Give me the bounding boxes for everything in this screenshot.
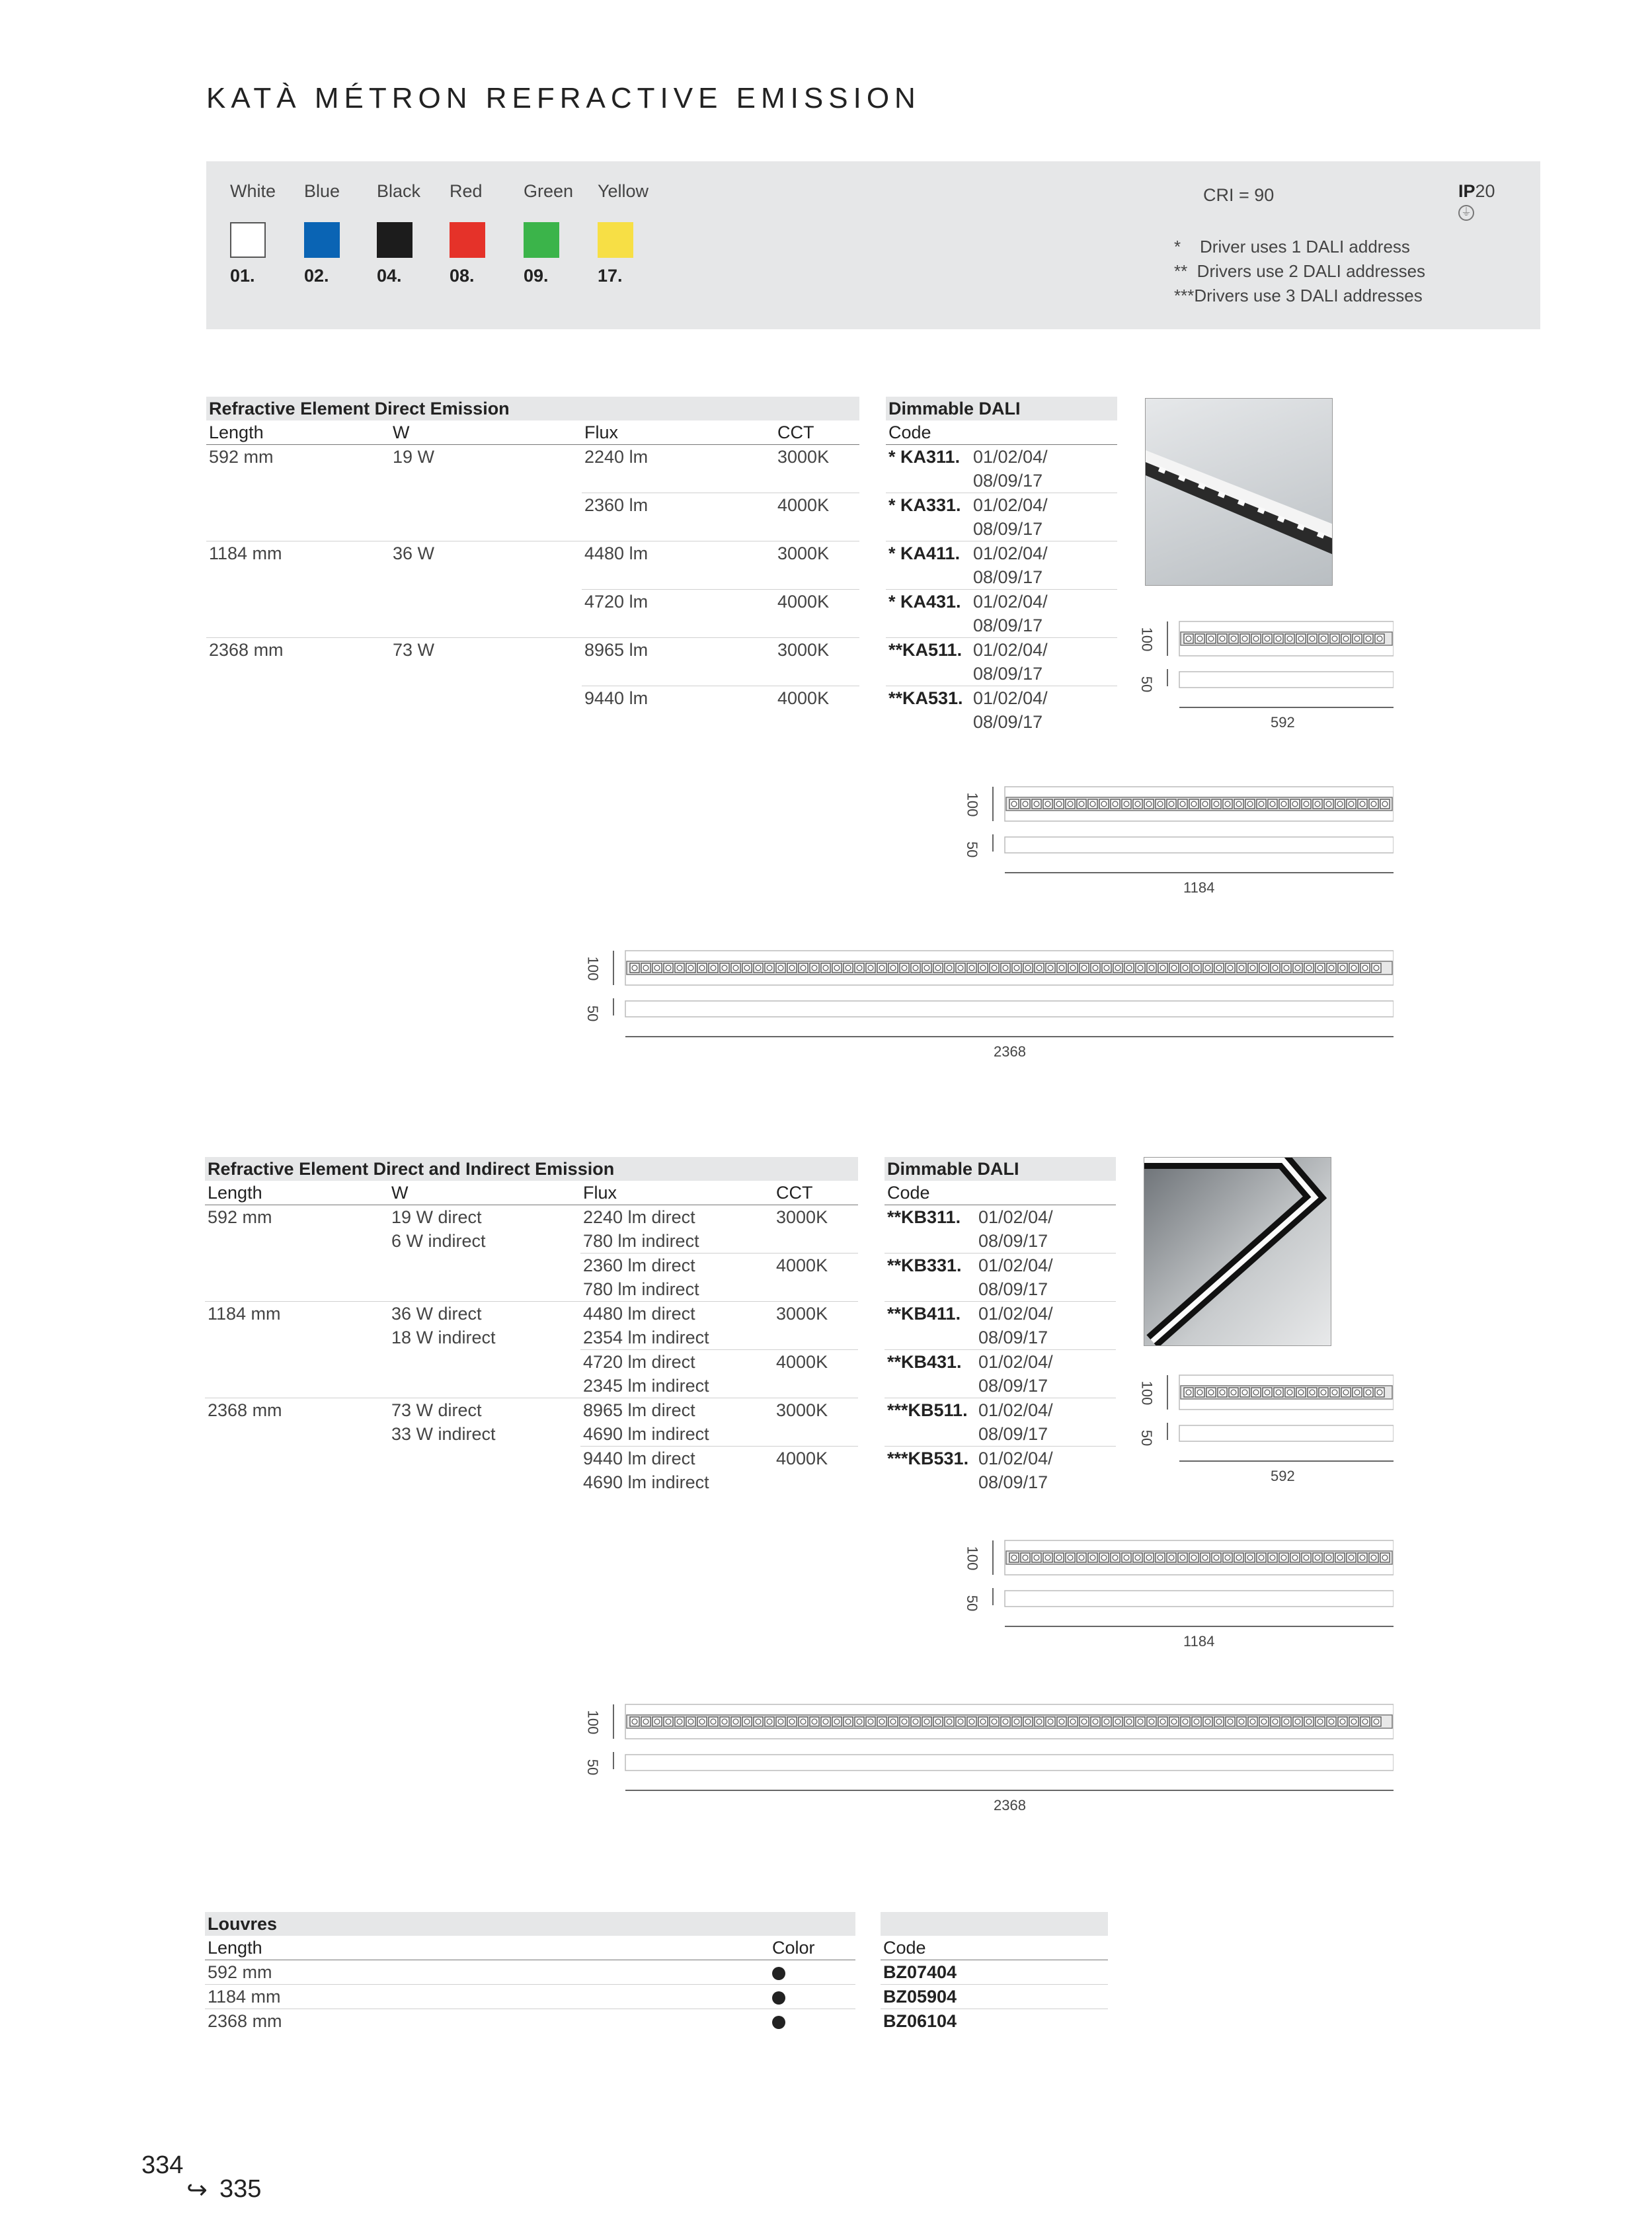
code-suffix-2: 08/09/17 — [973, 471, 1043, 491]
dimension-depth: 50 — [1138, 1429, 1156, 1447]
cell-length: 592 mm — [208, 1207, 272, 1227]
ip-rating — [1458, 181, 1495, 202]
code-suffix-1: 01/02/04/ — [978, 1352, 1053, 1372]
ip-label: IP — [1458, 181, 1475, 201]
luminaire-drawing — [965, 783, 1394, 895]
color-label: Yellow — [598, 181, 649, 201]
dimension-length: 2368 — [994, 1043, 1026, 1060]
color-dot-icon — [772, 1991, 785, 2005]
code-suffix — [976, 1398, 1116, 1447]
color-code: 04. — [377, 266, 402, 286]
table-row — [206, 686, 859, 735]
product-photo-direct-indirect — [1144, 1157, 1331, 1346]
cell-flux-indirect: 780 lm indirect — [583, 1231, 699, 1251]
color-code: 01. — [230, 266, 255, 286]
code-suffix-2: 08/09/17 — [978, 1472, 1048, 1492]
cell-cct: 3000K — [775, 541, 859, 590]
code-value — [885, 1205, 976, 1254]
color-label: Green — [524, 181, 574, 201]
code-row — [885, 1447, 1116, 1495]
table-row — [205, 1398, 858, 1447]
color-dot-icon — [772, 1967, 785, 1980]
cell-w — [390, 590, 582, 638]
luminaire-drawing — [1140, 617, 1394, 730]
code-base: * KA311. — [888, 447, 961, 467]
code-base: **KB331. — [887, 1255, 962, 1275]
color-label: White — [230, 181, 276, 201]
code-suffix-2: 08/09/17 — [973, 712, 1043, 732]
direct-indirect-table — [205, 1157, 858, 1494]
code-value — [886, 541, 970, 590]
ground-symbol-icon: ⏚ — [1458, 205, 1474, 221]
dimension-height: 100 — [964, 792, 981, 817]
cell-flux-direct: 8965 lm direct — [583, 1400, 695, 1420]
table-row — [205, 1350, 858, 1398]
code-suffix-1: 01/02/04/ — [978, 1255, 1053, 1275]
code-suffix — [970, 638, 1117, 686]
table-row — [205, 1960, 855, 1985]
code-base: BZ06104 — [883, 2011, 957, 2031]
cell-w-direct: 19 W direct — [391, 1207, 482, 1227]
code-suffix-2: 08/09/17 — [978, 1279, 1048, 1299]
table-row — [206, 493, 859, 541]
code-row — [885, 1254, 1116, 1302]
cell-length: 2368 mm — [206, 638, 390, 686]
color-swatch — [524, 222, 559, 258]
code-value — [886, 638, 970, 686]
color-code: 17. — [598, 266, 623, 286]
code-row — [886, 493, 1117, 541]
code-base: ***KB531. — [887, 1449, 969, 1468]
cell-w-indirect: 33 W indirect — [391, 1424, 496, 1444]
code-row — [886, 686, 1117, 735]
cell-length: 592 mm — [208, 1962, 272, 1982]
note-2: ** Drivers use 2 DALI addresses — [1174, 261, 1426, 281]
code-base: BZ07404 — [883, 1962, 957, 1982]
code-base: **KA511. — [888, 640, 963, 660]
code-suffix-2: 08/09/17 — [973, 567, 1043, 587]
cell-w: 73 W — [390, 638, 582, 686]
code-suffix-1: 01/02/04/ — [973, 688, 1048, 708]
cell-flux-indirect: 2345 lm indirect — [583, 1376, 709, 1396]
direct-indirect-codes — [885, 1157, 1116, 1494]
code-suffix — [970, 686, 1117, 735]
table-row — [205, 1985, 855, 2009]
cell-cct: 3000K — [776, 1207, 828, 1227]
cell-flux: 9440 lm — [582, 686, 775, 735]
col-length: Length — [205, 1936, 769, 1960]
cell-cct: 4000K — [775, 493, 859, 541]
col-color: Color — [769, 1936, 855, 1960]
section2-heading: Refractive Element Direct and Indirect Emission — [205, 1157, 858, 1181]
code-suffix — [976, 1254, 1116, 1302]
dimension-depth: 50 — [1138, 676, 1156, 693]
cell-flux-direct: 2360 lm direct — [583, 1255, 695, 1275]
code-suffix — [970, 445, 1117, 493]
code-value — [886, 493, 970, 541]
page-title: KATÀ MÉTRON REFRACTIVE EMISSION — [206, 82, 921, 114]
table-row — [205, 1447, 858, 1495]
cell-w — [389, 1447, 580, 1495]
cell-flux-direct: 9440 lm direct — [583, 1449, 695, 1468]
dimension-length: 592 — [1271, 1468, 1295, 1484]
cell-length — [206, 590, 390, 638]
cell-flux-indirect: 4690 lm indirect — [583, 1424, 709, 1444]
cell-cct: 4000K — [773, 1350, 858, 1398]
dimension-length: 1184 — [1183, 879, 1215, 896]
code-row — [886, 638, 1117, 686]
dimension-height: 100 — [964, 1546, 981, 1571]
cell-w: 36 W — [390, 541, 582, 590]
luminaire-drawing — [965, 1536, 1394, 1649]
code-suffix-1: 01/02/04/ — [978, 1400, 1053, 1420]
code-value — [881, 1985, 1108, 2009]
code-row — [886, 541, 1117, 590]
code-base: ***KB511. — [887, 1400, 968, 1420]
col-code: Code — [881, 1936, 1108, 1960]
cri-value: CRI = 90 — [1203, 185, 1275, 205]
col-code: Code — [886, 420, 1117, 445]
cell-w — [389, 1302, 580, 1350]
code-row — [881, 2009, 1108, 2034]
code-suffix — [976, 1302, 1116, 1350]
code-suffix-1: 01/02/04/ — [973, 495, 1048, 515]
cell-cct: 4000K — [775, 686, 859, 735]
cell-flux-indirect: 780 lm indirect — [583, 1279, 699, 1299]
color-code: 09. — [524, 266, 549, 286]
cell-w — [390, 686, 582, 735]
cell-color — [769, 1985, 855, 2009]
code-value — [881, 1960, 1108, 1985]
cell-cct: 3000K — [777, 447, 830, 467]
dimension-depth: 50 — [964, 841, 981, 858]
code-base: * KA431. — [888, 592, 961, 612]
cell-flux — [580, 1302, 773, 1350]
code-suffix-2: 08/09/17 — [973, 664, 1043, 684]
cell-w — [389, 1350, 580, 1398]
luminaire-drawing — [586, 1700, 1394, 1813]
dimension-length: 1184 — [1183, 1633, 1215, 1650]
luminaire-drawing — [1140, 1371, 1394, 1484]
section1-heading: Refractive Element Direct Emission — [206, 397, 859, 420]
cell-length — [205, 1447, 389, 1495]
code-suffix-2: 08/09/17 — [973, 616, 1043, 635]
product-photo-direct — [1145, 398, 1333, 586]
louvres-code-heading — [881, 1912, 1108, 1936]
cell-w — [389, 1254, 580, 1302]
code-value — [885, 1447, 976, 1495]
cell-length: 1184 mm — [205, 1302, 389, 1350]
code-value — [886, 590, 970, 638]
cell-length: 1184 mm — [206, 541, 390, 590]
code-row — [886, 445, 1117, 493]
table-row — [206, 541, 859, 590]
cell-w-direct: 36 W direct — [391, 1304, 482, 1324]
code-suffix — [970, 493, 1117, 541]
note-1: * Driver uses 1 DALI address — [1174, 237, 1410, 257]
code-suffix-1: 01/02/04/ — [978, 1449, 1053, 1468]
dimension-depth: 50 — [584, 1759, 602, 1776]
code-value — [885, 1302, 976, 1350]
col-w: W — [389, 1181, 580, 1205]
code-value — [886, 445, 970, 493]
cell-flux: 4480 lm — [582, 541, 775, 590]
dimension-height: 100 — [584, 1710, 602, 1735]
dimension-depth: 50 — [964, 1595, 981, 1612]
color-swatch — [598, 222, 633, 258]
cell-flux — [580, 1254, 773, 1302]
cell-flux — [580, 1205, 773, 1254]
dimension-length: 592 — [1271, 714, 1295, 731]
cell-color — [769, 1960, 855, 1985]
col-cct: CCT — [775, 420, 859, 445]
code-base: BZ05904 — [883, 1987, 957, 2007]
table-row — [205, 1205, 858, 1254]
col-code: Code — [885, 1181, 1116, 1205]
color-code: 02. — [304, 266, 329, 286]
code-suffix-2: 08/09/17 — [978, 1424, 1048, 1444]
dimension-height: 100 — [1138, 1380, 1156, 1406]
code-suffix-1: 01/02/04/ — [973, 447, 1048, 467]
cell-length: 2368 mm — [205, 1398, 389, 1447]
cell-cct: 4000K — [773, 1447, 858, 1495]
cell-flux: 2240 lm — [584, 447, 649, 467]
code-base: * KA411. — [888, 543, 961, 563]
cell-flux: 2360 lm — [582, 493, 775, 541]
col-cct: CCT — [773, 1181, 858, 1205]
cell-flux — [580, 1447, 773, 1495]
code-suffix-1: 01/02/04/ — [973, 640, 1048, 660]
code-value — [885, 1254, 976, 1302]
cell-flux-indirect: 2354 lm indirect — [583, 1328, 709, 1347]
color-swatch — [230, 222, 266, 258]
luminaire-drawing — [586, 947, 1394, 1059]
cell-length: 592 mm — [209, 447, 274, 467]
cell-length — [205, 1350, 389, 1398]
table-row — [205, 1254, 858, 1302]
cell-flux-direct: 4720 lm direct — [583, 1352, 695, 1372]
code-row — [881, 1960, 1108, 1985]
table-row — [206, 445, 859, 493]
code-value — [886, 686, 970, 735]
cell-flux-direct: 2240 lm direct — [583, 1207, 695, 1227]
code-suffix-2: 08/09/17 — [978, 1328, 1048, 1347]
code-base: **KB431. — [887, 1352, 962, 1372]
color-code: 08. — [450, 266, 475, 286]
cell-flux-direct: 4480 lm direct — [583, 1304, 695, 1324]
louvres-table — [205, 1912, 855, 2033]
cell-flux — [580, 1398, 773, 1447]
table-row — [206, 638, 859, 686]
cell-w-indirect: 6 W indirect — [391, 1231, 486, 1251]
table-row — [205, 1302, 858, 1350]
code-row — [886, 590, 1117, 638]
cell-w — [390, 493, 582, 541]
section1-dali-heading: Dimmable DALI — [886, 397, 1117, 420]
cell-length: 1184 mm — [205, 1985, 769, 2009]
code-base: **KB411. — [887, 1304, 961, 1324]
code-row — [885, 1205, 1116, 1254]
direct-emission-codes — [886, 397, 1117, 734]
code-value — [881, 2009, 1108, 2034]
section2-dali-heading: Dimmable DALI — [885, 1157, 1116, 1181]
code-suffix-1: 01/02/04/ — [973, 543, 1048, 563]
table-row — [206, 590, 859, 638]
code-suffix-2: 08/09/17 — [973, 519, 1043, 539]
code-suffix-2: 08/09/17 — [978, 1376, 1048, 1396]
dimension-height: 100 — [584, 956, 602, 981]
cell-length: 2368 mm — [205, 2009, 769, 2034]
code-row — [881, 1985, 1108, 2009]
next-page-arrow-icon: ↪ — [186, 2176, 208, 2204]
code-suffix — [976, 1350, 1116, 1398]
code-suffix — [976, 1447, 1116, 1495]
cell-cct: 3000K — [773, 1398, 858, 1447]
cell-cct: 4000K — [775, 590, 859, 638]
cell-flux — [580, 1350, 773, 1398]
col-flux: Flux — [582, 420, 775, 445]
page-number-left: 334 — [141, 2151, 184, 2179]
dimension-height: 100 — [1138, 627, 1156, 652]
cell-flux: 4720 lm — [582, 590, 775, 638]
code-value — [885, 1350, 976, 1398]
color-label: Blue — [304, 181, 340, 201]
cell-length — [206, 686, 390, 735]
louvres-codes — [881, 1912, 1108, 2033]
col-w: W — [390, 420, 582, 445]
col-flux: Flux — [580, 1181, 773, 1205]
code-suffix — [970, 590, 1117, 638]
cell-flux-indirect: 4690 lm indirect — [583, 1472, 709, 1492]
code-base: * KA331. — [888, 495, 961, 515]
cell-w — [389, 1205, 580, 1254]
cell-cct: 3000K — [775, 638, 859, 686]
color-swatch — [377, 222, 413, 258]
note-3: ***Drivers use 3 DALI addresses — [1174, 286, 1423, 305]
color-swatch — [304, 222, 340, 258]
code-row — [885, 1398, 1116, 1447]
col-length: Length — [206, 420, 390, 445]
code-suffix-1: 01/02/04/ — [978, 1304, 1053, 1324]
code-row — [885, 1302, 1116, 1350]
code-suffix-1: 01/02/04/ — [973, 592, 1048, 612]
code-base: **KB311. — [887, 1207, 961, 1227]
code-row — [885, 1350, 1116, 1398]
cell-cct: 3000K — [773, 1302, 858, 1350]
cell-length — [206, 493, 390, 541]
color-label: Black — [377, 181, 421, 201]
dimension-length: 2368 — [994, 1797, 1026, 1813]
code-base: **KA531. — [888, 688, 963, 708]
code-suffix-2: 08/09/17 — [978, 1231, 1048, 1251]
color-dot-icon — [772, 2016, 785, 2029]
col-length: Length — [205, 1181, 389, 1205]
code-value — [885, 1398, 976, 1447]
code-suffix — [976, 1205, 1116, 1254]
cell-w-indirect: 18 W indirect — [391, 1328, 496, 1347]
direct-emission-table — [206, 397, 859, 734]
cell-color — [769, 2009, 855, 2034]
ip-value: 20 — [1475, 181, 1495, 201]
cell-w-direct: 73 W direct — [391, 1400, 482, 1420]
color-swatch — [450, 222, 485, 258]
cell-length — [205, 1254, 389, 1302]
code-suffix-1: 01/02/04/ — [978, 1207, 1053, 1227]
color-label: Red — [450, 181, 483, 201]
page-number-right: 335 — [219, 2175, 262, 2203]
cell-w — [389, 1398, 580, 1447]
dimension-depth: 50 — [584, 1005, 602, 1022]
cell-flux: 8965 lm — [582, 638, 775, 686]
code-suffix — [970, 541, 1117, 590]
cell-cct: 4000K — [773, 1254, 858, 1302]
table-row — [205, 2009, 855, 2034]
cell-w: 19 W — [393, 447, 435, 467]
louvres-heading: Louvres — [205, 1912, 855, 1936]
